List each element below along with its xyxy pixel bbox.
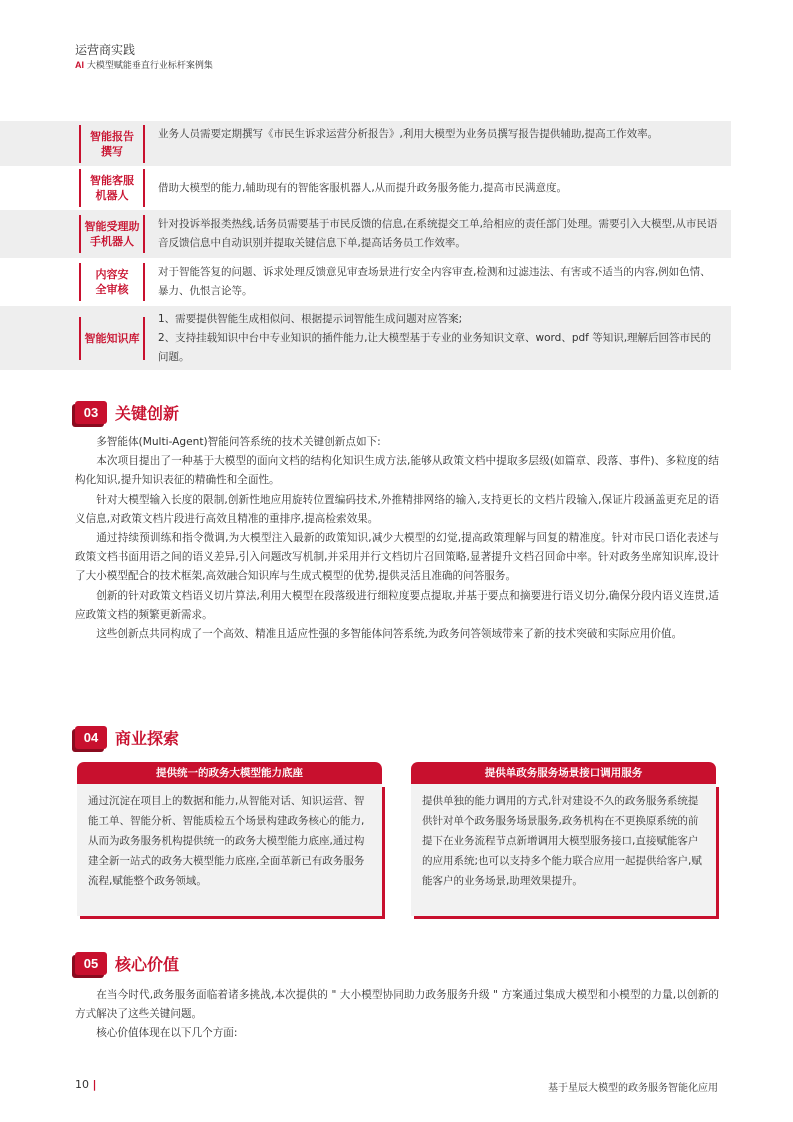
paragraph: 针对大模型输入长度的限制,创新性地应用旋转位置编码技术,外推精排网络的输入,支持更长的文档片段输入,保证片段涵盖更充足的语义信息,对政策文档片段进行高效且精准的重排序,提高检索效果。 <box>75 493 719 525</box>
paragraph: 通过持续预训练和指令微调,为大模型注入最新的政策知识,减少大模型的幻觉,提高政策理解与回复的精准度。针对市民口语化表述与政策文档书面用语之间的语义差异,引入问题改写机制,并采用并行文档切片召回策略,显著提升文档召回命中率。针对政务坐席知识库,设计了大小模型配合的技术框架,高效融合知识库与生成式模型的优势,提供灵活且准确的问答服务。 <box>75 532 719 583</box>
header-title: 运营商实践 <box>75 43 136 57</box>
section-heading <box>75 952 179 975</box>
business-card <box>77 762 382 916</box>
scenario-table <box>0 121 731 370</box>
card-title: 提供统一的政务大模型能力底座 <box>77 762 382 784</box>
footer-title: 基于星辰大模型的政务服务智能化应用 <box>548 1083 718 1094</box>
row-label: 智能报告撰写 <box>79 125 145 163</box>
section3-body <box>75 433 719 644</box>
paragraph: 这些创新点共同构成了一个高效、精准且适应性强的多智能体问答系统,为政务问答领域带来了新的技术突破和实际应用价值。 <box>96 628 683 641</box>
paragraph: 多智能体(Multi-Agent)智能问答系统的技术关键创新点如下: <box>96 436 381 448</box>
page-divider: | <box>92 1078 97 1091</box>
card-body: 通过沉淀在项目上的数据和能力,从智能对话、知识运营、智能工单、智能分析、智能质检五个场景构建政务核心的能力,从而为政务服务机构提供统一的政务大模型能力底座,通过构建全新一站式的政务大模型能力底座,全面革新已有政务服务流程,赋能整个政务领域。 <box>77 784 382 916</box>
row-desc: 针对投诉举报类热线,话务员需要基于市民反馈的信息,在系统提交工单,给相应的责任部门处理。需要引入大模型,从市民语音反馈信息中自动识别并提取关键信息下单,提高话务员工作效率。 <box>158 218 718 249</box>
section-title: 核心价值 <box>115 955 180 974</box>
row-label: 智能受理助手机器人 <box>79 215 145 253</box>
table-row <box>0 166 731 210</box>
section-number: 05 <box>75 952 107 975</box>
paragraph: 核心价值体现在以下几个方面: <box>96 1027 238 1040</box>
table-row <box>0 121 731 166</box>
section-number: 04 <box>75 726 107 749</box>
section-title: 关键创新 <box>115 404 180 423</box>
header-subtitle-text: 大模型赋能垂直行业标杆案例集 <box>86 61 213 71</box>
table-row <box>0 210 731 258</box>
row-label: 内容安全审核 <box>79 263 145 301</box>
row-desc: 借助大模型的能力,辅助现有的智能客服机器人,从而提升政务服务能力,提高市民满意度。 <box>158 181 568 194</box>
section-heading <box>75 401 179 424</box>
header-subtitle <box>75 58 213 71</box>
row-desc: 对于智能答复的问题、诉求处理反馈意见审查场景进行安全内容审查,检测和过滤违法、有害或不适当的内容,例如色情、暴力、仇恨言论等。 <box>158 266 711 297</box>
ai-mark: AI <box>75 60 84 70</box>
section5-body <box>75 986 719 1044</box>
row-desc: 1、需要提供智能生成相似问、根据提示词智能生成问题对应答案; 2、支持挂载知识中台中专业知识的插件能力,让大模型基于专业的业务知识文章、word、pdf 等知识,理解后回答市民的问题。 <box>158 312 712 363</box>
page-number-text: 10 <box>75 1078 89 1091</box>
card-title: 提供单政务服务场景接口调用服务 <box>411 762 716 784</box>
business-card <box>411 762 716 916</box>
paragraph: 在当今时代,政务服务面临着诸多挑战,本次提供的 " 大小模型协同助力政务服务升级 " 方案通过集成大模型和小模型的力量,以创新的方式解决了这些关键问题。 <box>75 989 719 1021</box>
row-label: 智能客服机器人 <box>79 169 145 207</box>
section-title: 商业探索 <box>115 729 180 748</box>
section-number: 03 <box>75 401 107 424</box>
table-row <box>0 306 731 370</box>
section-heading <box>75 726 179 749</box>
row-desc: 业务人员需要定期撰写《市民生诉求运营分析报告》,利用大模型为业务员撰写报告提供辅助,提高工作效率。 <box>158 128 659 140</box>
paragraph: 创新的针对政策文档语义切片算法,利用大模型在段落级进行细粒度要点提取,并基于要点和摘要进行语义切分,确保分段内语义连贯,适应政策文档的频繁更新需求。 <box>75 589 719 621</box>
table-row <box>0 258 731 306</box>
page-number <box>75 1078 97 1091</box>
paragraph: 本次项目提出了一种基于大模型的面向文档的结构化知识生成方法,能够从政策文档中提取多层级(如篇章、段落、事件)、多粒度的结构化知识,提升知识表征的精确性和全面性。 <box>75 455 719 487</box>
row-label: 智能知识库 <box>79 317 145 360</box>
card-body: 提供单独的能力调用的方式,针对建设不久的政务服务系统提供针对单个政务服务场景服务,政务机构在不更换原系统的前提下在业务流程节点新增调用大模型服务接口,直接赋能客户的应用系统;也可以支持多个能力联合应用一起提供给客户,赋能客户的业务场景,助理效果提升。 <box>411 784 716 916</box>
